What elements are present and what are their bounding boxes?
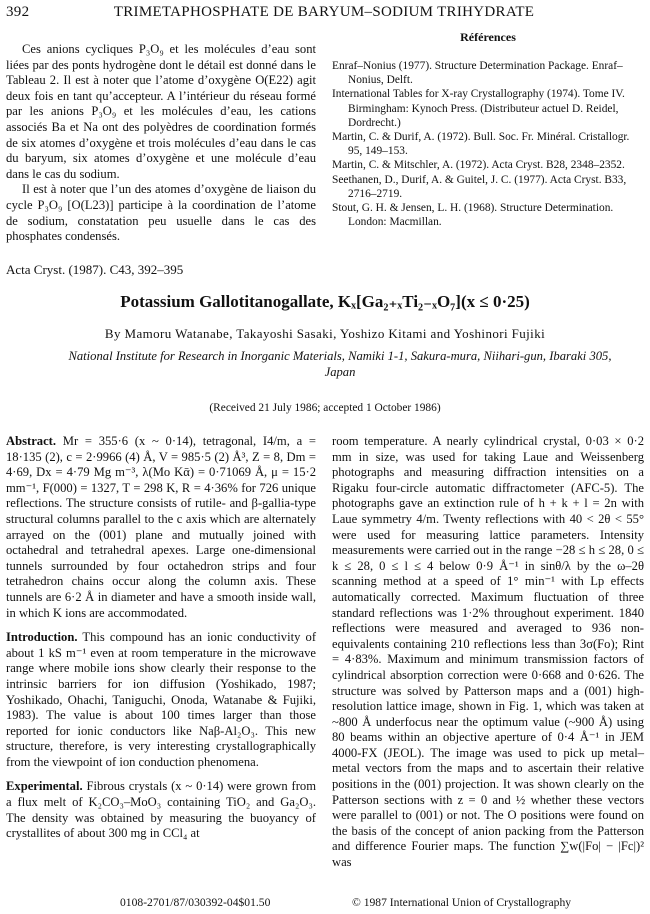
page-header bbox=[6, 4, 642, 22]
article-left-column bbox=[6, 434, 316, 851]
reference-item: International Tables for X-ray Crystallography (1974). Tome IV. Birmingham: Kynoch Press. (Distributeur actuel D. Reidel, Dordrecht.) bbox=[332, 88, 625, 129]
article-right-column bbox=[332, 434, 644, 880]
copyright: © 1987 International Union of Crystallography bbox=[352, 896, 572, 909]
reference-item: Seethanen, D., Durif, A. & Guitel, J. C. (1977). Acta Cryst. B33, 2716–2719. bbox=[332, 173, 627, 200]
reference-item: Martin, C. & Mitschler, A. (1972). Acta Cryst. B28, 2348–2352. bbox=[332, 159, 625, 172]
experimental-text: Fibrous crystals (x ~ 0·14) were grown from a flux melt of K₂CO₃–MoO₃ containing TiO₂ and Ga₂O₃. The density was obtained by measuring the buoyancy of crystallites of about 300 mg in CCl₄ at bbox=[6, 779, 316, 841]
references-section bbox=[332, 30, 644, 229]
experimental-paragraph bbox=[6, 779, 316, 841]
introduction-text: This compound has an ionic conductivity of about 1 kS m⁻¹ even at room temperature in the microwave range where mobile ions show clearly their response to the intrinsic barriers for ion diffusion (Yoshikado, 1987; Yoshikado, Ohachi, Taniguchi, Onoda, Watanabe & Fujiki, 1983). The value is about 100 times larger than those reported for ionic conductors like Naβ-Al₂O₃. This new structure, therefore, is very interesting crystallographically from the viewpoint of ion conduction phenomena. bbox=[6, 630, 317, 769]
introduction-paragraph bbox=[6, 630, 316, 770]
abstract-label: Abstract. bbox=[6, 434, 57, 448]
reference-item: Martin, C. & Durif, A. (1972). Bull. Soc. Fr. Minéral. Cristallogr. 95, 149–153. bbox=[332, 131, 630, 158]
abstract-text: Mr = 355·6 (x ~ 0·14), tetragonal, I4/m, a = 18·135 (2), c = 2·9966 (4) Å, V = 985·5 (2) Å³, Z = 8, Dm = 4·69, Dx = 4·79 Mg m⁻³, λ(Mo Kᾱ) = 0·71069 Å, μ = 15·2 mm⁻¹, F(000) = 1327, T = 298 K, R = 4·36% for 726 unique reflections. The structure consists of rutile- and β-gallia-type structural columns parallel to the c axis which are alternately arrayed on the (001) plane and mutually joined with octahedral and tetrahedral apexes. Large one-dimensional tunnels surrounded by four octahedron strips and four tetrahedron chains occur along the column axis. These tunnels are 6·2 Å in diameter and have a smooth inside wall, in which K ions are accommodated. bbox=[6, 434, 316, 620]
received-dates: (Received 21 July 1986; accepted 1 October 1986) bbox=[209, 402, 441, 414]
reference-item: Enraf–Nonius (1977). Structure Determination Package. Enraf–Nonius, Delft. bbox=[332, 60, 623, 87]
prev-paragraph-1: Ces anions cycliques P₃O₉ et les molécules d’eau sont liées par des ponts hydrogène dont le détail est donné dans le Tableau 2. Il est à noter que l’atome d’oxygène O(E22) agit deux fois en tant qu’accepteur. A l’intérieur du réseau formé par les anions P₃O₉ et les molécules d’eau, les cations associés Ba et Na ont des polyèdres de coordination formés de six atomes d’oxygène et trois molécules d’eau dans le cas du baryum, six atomes d’oxygène et une molécule d’eau dans le cas du sodium. bbox=[6, 42, 316, 181]
references-title: Références bbox=[460, 30, 516, 44]
experimental-label: Experimental. bbox=[6, 779, 83, 794]
abstract-paragraph bbox=[6, 434, 316, 621]
running-title: TRIMETAPHOSPHATE DE BARYUM–SODIUM TRIHYDRATE bbox=[113, 4, 535, 20]
article-title: Potassium Gallotitanogallate, Kₓ[Ga₂₊ₓTi₂₋ₓO₇](x ≤ 0·25) bbox=[120, 292, 530, 311]
page-number: 392 bbox=[6, 4, 30, 20]
article-authors: By Mamoru Watanabe, Takayoshi Sasaki, Yoshizo Kitami and Yoshinori Fujiki bbox=[104, 326, 546, 341]
prev-article-text bbox=[6, 42, 316, 245]
experimental-continued: room temperature. A nearly cylindrical crystal, 0·03 × 0·2 mm in size, was used for taking Laue and Weissenberg photographs and measuring diffraction intensities on a Rigaku four-circle automatic diffractometer (AFC-5). The photographs gave an extinction rule of h + k + l = 2n with Laue symmetry 4/m. Twenty reflections with 40 < 2θ < 55° were used for measuring lattice parameters. Intensity measurements were carried out in the range −28 ≤ h ≤ 28, 0 ≤ k ≤ 28, 0 ≤ l ≤ 4 below 0·9 Å⁻¹ in sinθ/λ by the ω–2θ scanning method at a speed of 1° min⁻¹ with Lp effects automatically corrected. Maximum fluctuation of three standard reflections was 1·2% throughout experiment. 1840 reflections were measured and averaged to 936 non-equivalents containing 210 reflections less than 3σ(Fo); Rint = 4·83%. Maximum and minimum transmission factors of cylindrical absorption correction were 0·668 and 0·626. The structure was solved by Patterson maps and a (001) high-resolution lattice image, shown in Fig. 1, which was taken at ~800 Å underfocus near the optimum value (~900 Å) using 80 beams within an objective aperture of 0·4 Å⁻¹ in JEM 4000-FX (JEOL). The image was used to pick up metal–metal vectors from the maps and to ascertain their relative positions in the (001) projection. It was shown clearly on the Patterson sections with z = 0 and ½ whether these vectors were parallel to (001) or not. The O positions were found on the basis of the concept of anion packing from the Patterson and difference Fourier maps. The function ∑w(|Fo| − |Fc|)² was bbox=[332, 434, 644, 870]
introduction-label: Introduction. bbox=[6, 630, 78, 645]
institution: National Institute for Research in Inorganic Materials, Namiki 1-1, Sakura-mura, Niihari-gun, Ibaraki 305, Japan bbox=[68, 349, 612, 379]
article-code: 0108-2701/87/030392-04$01.50 bbox=[120, 896, 271, 909]
journal-reference: Acta Cryst. (1987). C43, 392–395 bbox=[6, 262, 184, 277]
reference-item: Stout, G. H. & Jensen, L. H. (1968). Structure Determination. London: Macmillan. bbox=[332, 202, 614, 229]
prev-paragraph-2: Il est à noter que l’un des atomes d’oxygène de liaison du cycle P₃O₉ [O(L23)] participe à la coordination de l’atome de sodium, constatation peu usuelle dans le cas des phosphates condensés. bbox=[6, 182, 316, 244]
